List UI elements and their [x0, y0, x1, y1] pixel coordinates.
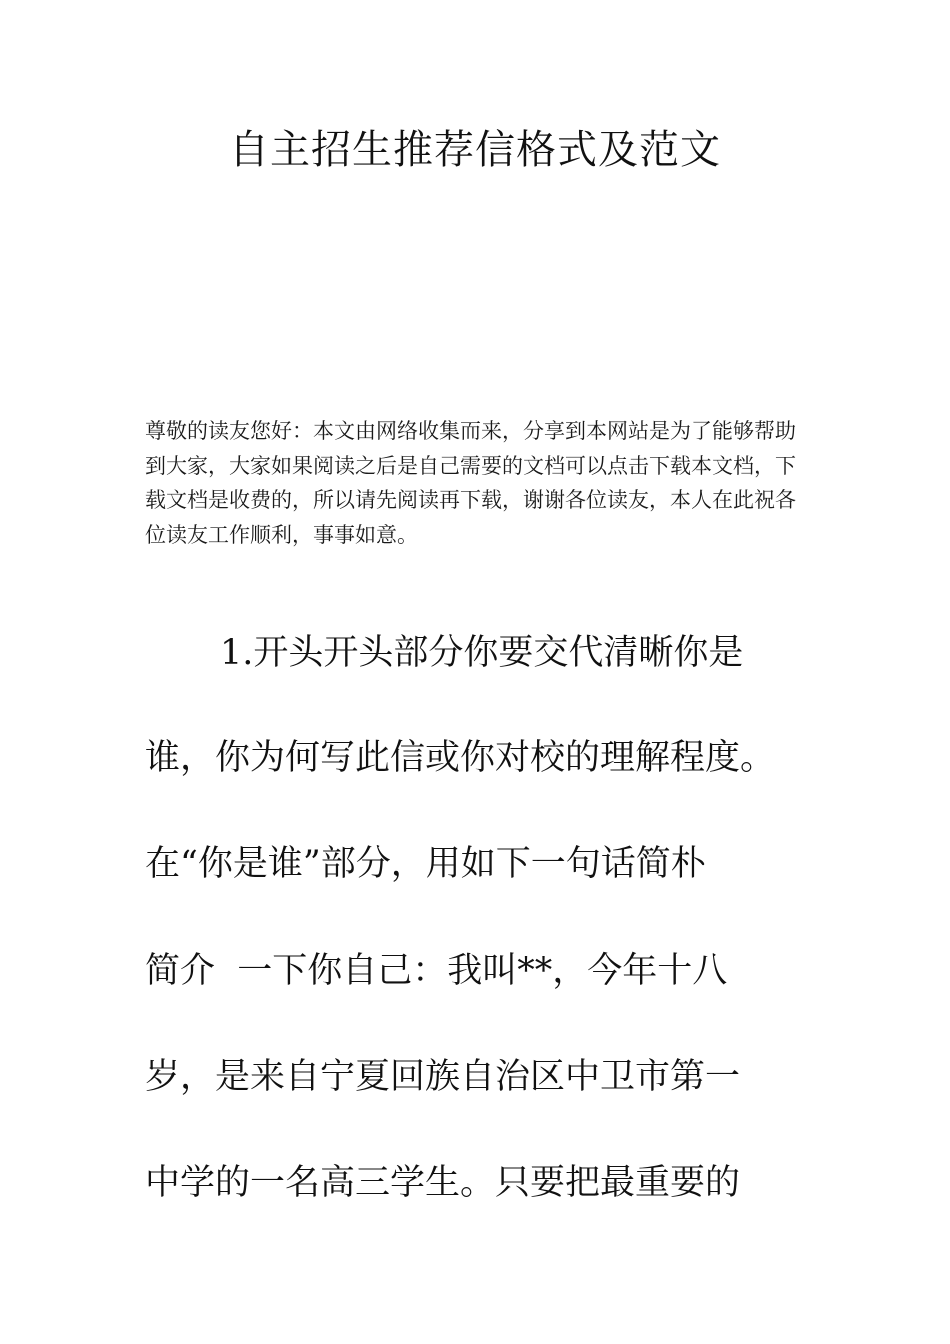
body-line: 1.开头开头部分你要交代清晰你是: [220, 633, 744, 673]
body-line: 简介 一下你自己：我叫**，今年十八: [145, 951, 728, 991]
body-line: 中学的一名高三学生。只要把最重要的: [145, 1163, 741, 1203]
body-line: 岁，是来自宁夏回族自治区中卫市第一: [145, 1057, 741, 1097]
body-line: 谁，你为何写此信或你对校的理解程度。: [145, 738, 776, 778]
body-line: 在“你是谁”部分，用如下一句话简朴: [145, 844, 706, 884]
document-title: 自主招生推荐信格式及范文: [229, 127, 721, 173]
reader-notice: 尊敬的读友您好：本文由网络收集而来，分享到本网站是为了能够帮助到大家，大家如果阅读之后是自己需要的文档可以点击下载本文档，下载文档是收费的，所以请先阅读再下载，谢谢各位读友，本人在此祝各位读友工作顺利，事事如意。: [145, 419, 796, 547]
